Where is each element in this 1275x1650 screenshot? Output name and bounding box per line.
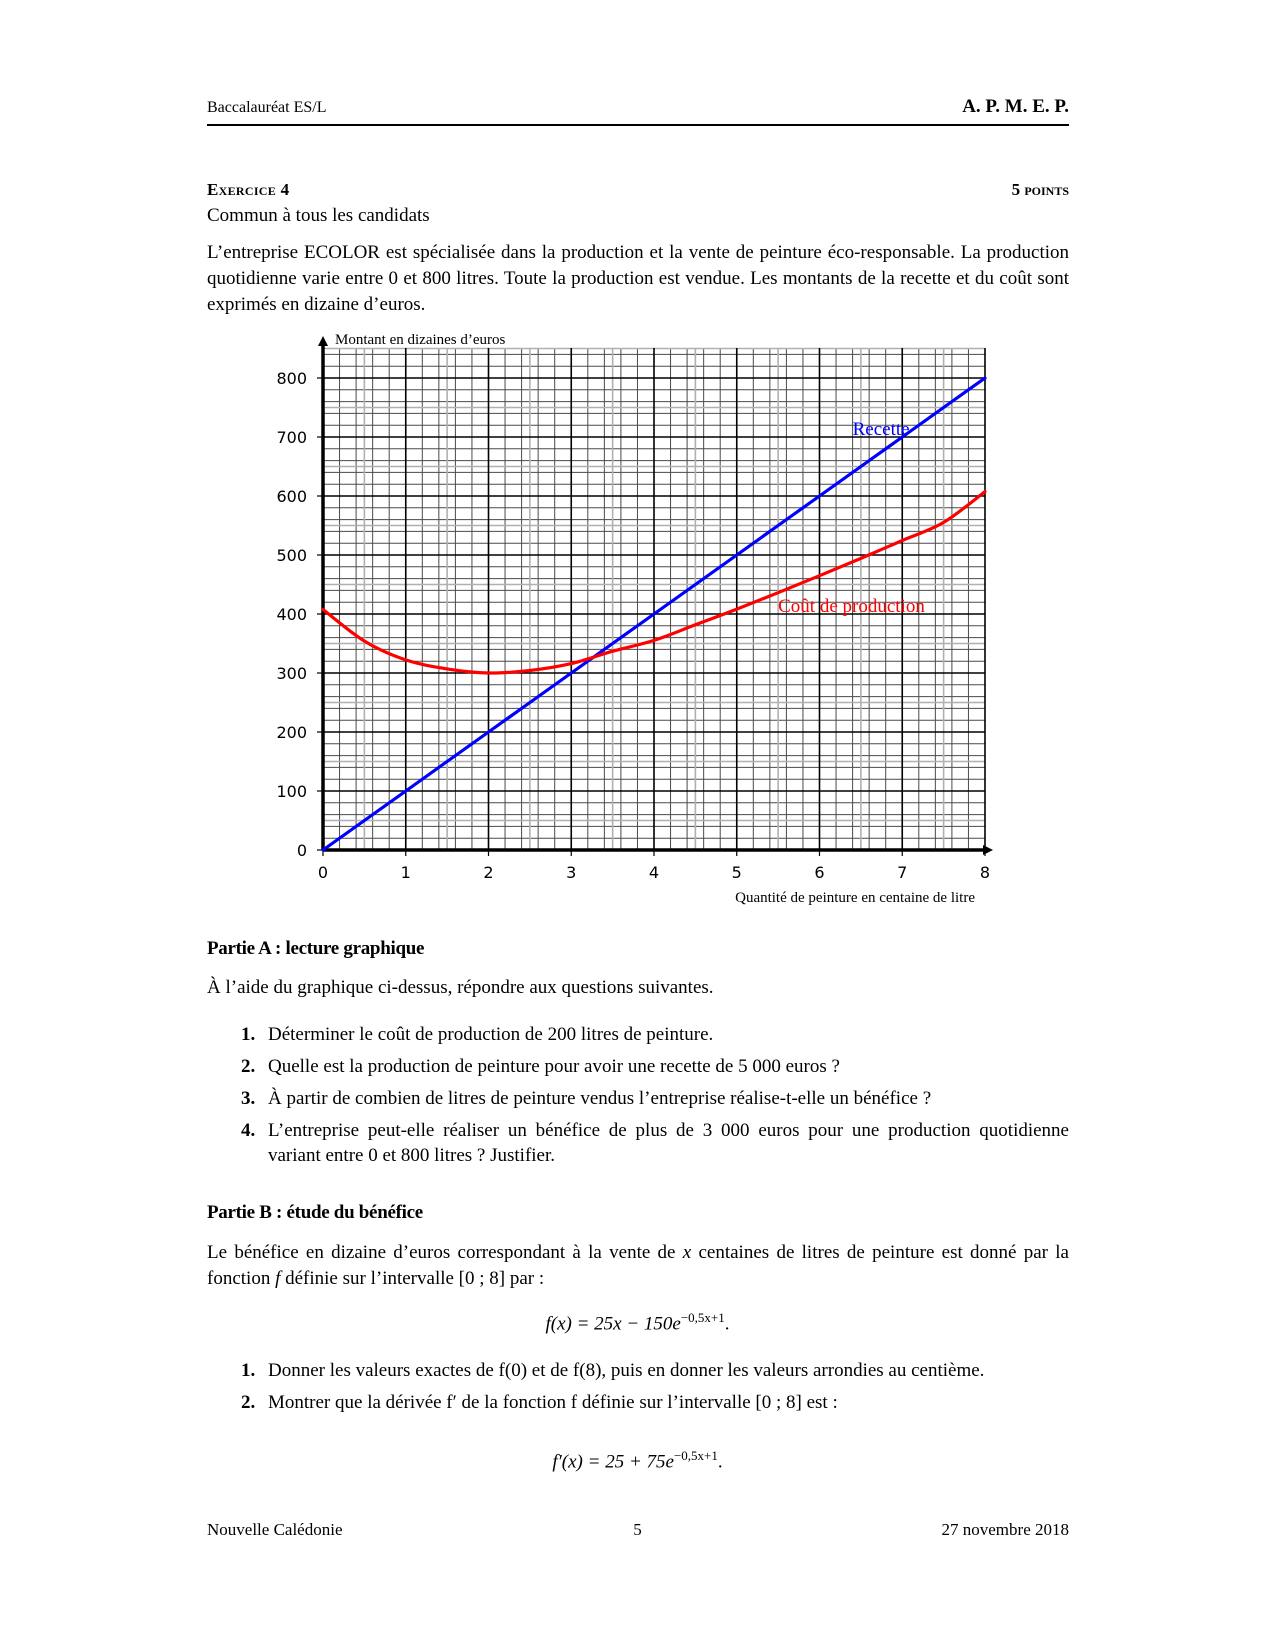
derivative-formula: $f'(x) = 25 + 75e^{-0,5x+1}$. <box>552 1448 723 1473</box>
part-b-questions <box>207 1358 1069 1422</box>
question-item: 4. L’entreprise peut-elle réaliser un bénéfice de plus de 3 000 euros pour une production quotidienne variant entre 0 et 800 litres ? Justifier. <box>241 1120 1069 1166</box>
question-item: 1. Déterminer le coût de production de 200 litres de peinture. <box>241 1024 714 1045</box>
footer-right: 27 novembre 2018 <box>941 1520 1069 1539</box>
y-axis-arrow-icon <box>318 336 328 346</box>
exercise-points: 5 points <box>1011 180 1069 199</box>
part-a-title: Partie A : lecture graphique <box>207 938 425 959</box>
x-tick-label: 4 <box>648 863 660 882</box>
part-b-intro: Le bénéfice en dizaine d’euros correspondant à la vente de x centaines de litres de peinture est donné par la fonction f définie sur l’intervalle [0 ; 8] par : <box>207 1242 1069 1289</box>
y-tick-label: 0 <box>296 841 307 860</box>
x-tick-label: 0 <box>317 863 329 882</box>
question-item: 2. Montrer que la dérivée f′ de la fonction f définie sur l’intervalle [0 ; 8] est : <box>241 1392 838 1413</box>
part-b-title: Partie B : étude du bénéfice <box>207 1202 423 1223</box>
y-tick-label: 300 <box>276 664 307 683</box>
exercise-subtitle: Commun à tous les candidats <box>207 205 430 226</box>
y-tick-label: 100 <box>276 782 307 801</box>
exercise-intro: L’entreprise ECOLOR est spécialisée dans la production et la vente de peinture éco-responsable. La production quotidienne varie entre 0 et 800 litres. Toute la production est vendue. Les montants de la recette et du coût sont exprimés en dizaine d’euros. <box>207 242 1069 315</box>
y-tick-label: 200 <box>276 723 307 742</box>
question-item: 1. Donner les valeurs exactes de f(0) et de f(8), puis en donner les valeurs arrondies au centième. <box>241 1360 985 1381</box>
question-item: 2. Quelle est la production de peinture pour avoir une recette de 5 000 euros ? <box>241 1056 840 1077</box>
x-tick-label: 7 <box>897 863 908 882</box>
x-tick-label: 3 <box>566 863 577 882</box>
x-tick-label: 2 <box>483 863 494 882</box>
part-a-intro: À l’aide du graphique ci-dessus, répondre aux questions suivantes. <box>207 977 714 998</box>
x-tick-label: 1 <box>400 863 411 882</box>
footer-left: Nouvelle Calédonie <box>207 1520 343 1539</box>
y-tick-label: 500 <box>276 546 307 565</box>
y-tick-label: 700 <box>276 428 307 447</box>
series-label: Recette <box>852 419 910 440</box>
exercise-title: Exercice 4 <box>207 180 290 199</box>
x-tick-label: 6 <box>814 863 825 882</box>
benefit-formula: $f(x) = 25x - 150e^{-0,5x+1}$. <box>545 1310 730 1335</box>
x-tick-label: 8 <box>979 863 991 882</box>
series-label: Coût de production <box>778 596 925 617</box>
y-axis-title: Montant en dizaines d’euros <box>335 332 506 348</box>
question-item: 3. À partir de combien de litres de peinture vendus l’entreprise réalise-t-elle un bénéfice ? <box>241 1088 932 1109</box>
y-tick-label: 800 <box>276 369 307 388</box>
x-axis-title: Quantité de peinture en centaine de litre <box>735 890 975 906</box>
page-number: 5 <box>633 1520 642 1539</box>
x-tick-label: 5 <box>731 863 742 882</box>
y-tick-label: 400 <box>276 605 307 624</box>
y-tick-label: 600 <box>276 487 307 506</box>
part-a-questions <box>207 1022 1069 1175</box>
running-header-right: A. P. M. E. P. <box>962 96 1069 117</box>
running-header-left: Baccalauréat ES/L <box>207 99 327 116</box>
